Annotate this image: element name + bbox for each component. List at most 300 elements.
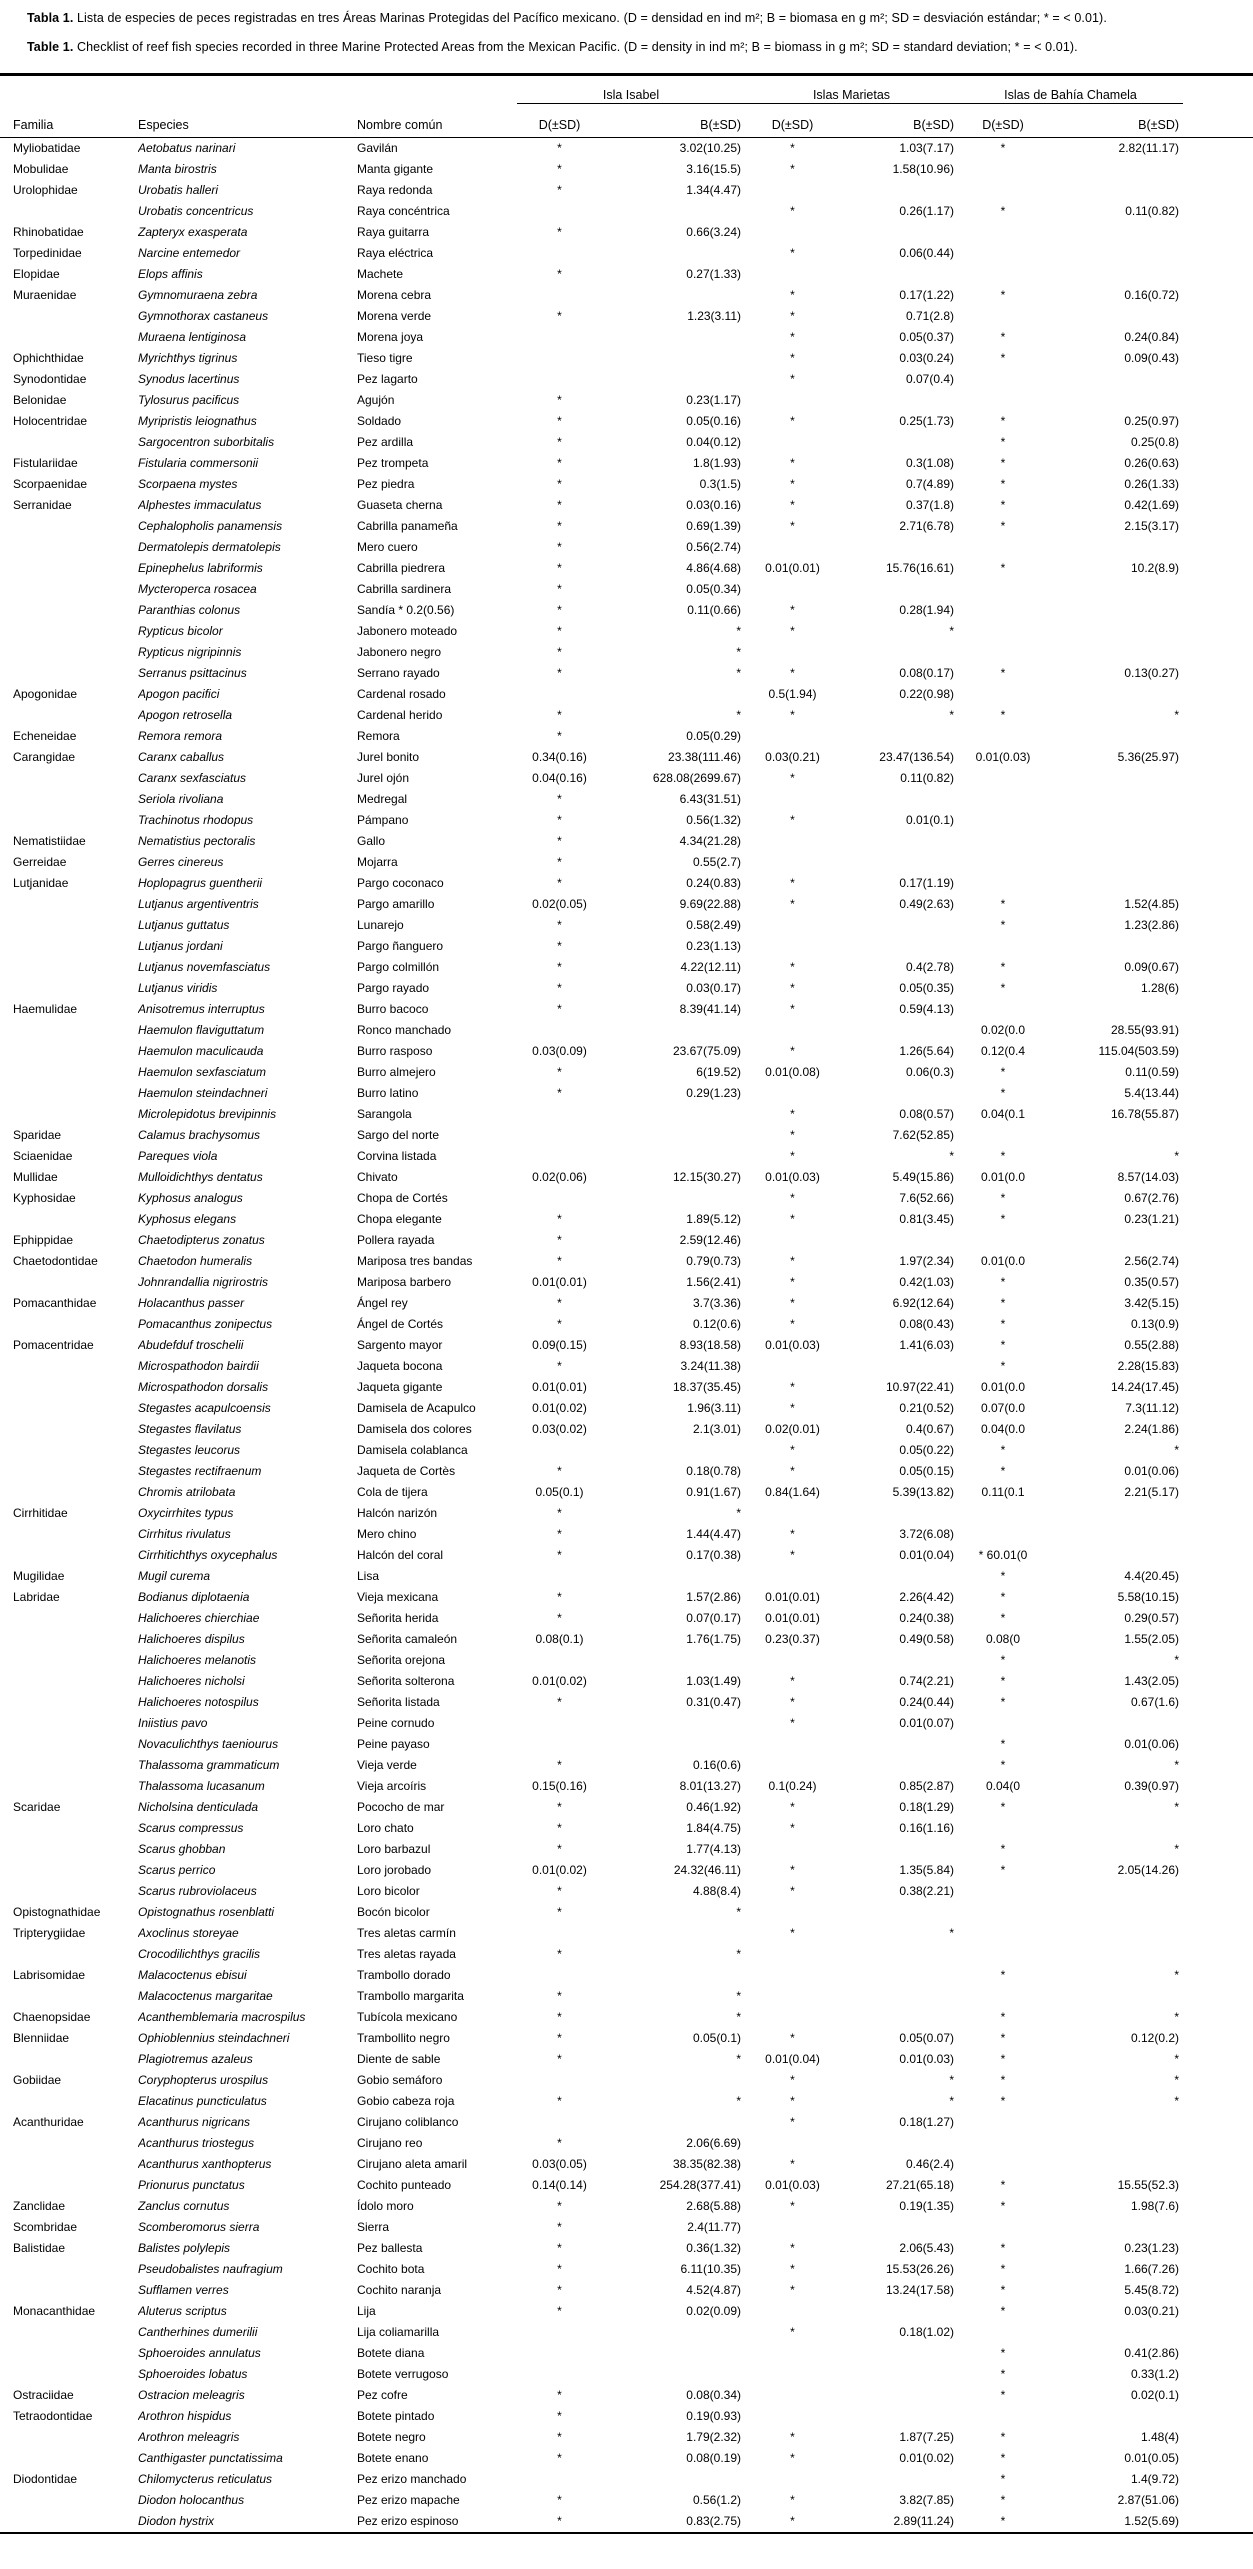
table-row <box>0 2091 1253 2112</box>
especies-cell: Synodus lacertinus <box>138 371 240 386</box>
density-cell-marietas: * <box>790 1547 795 1562</box>
common-name-cell: Pez cofre <box>357 2387 408 2402</box>
familia-cell: Nematistiidae <box>13 833 86 848</box>
common-name-cell: Mariposa barbero <box>357 1274 452 1289</box>
biomass-cell-isabel: 3.16(15.5) <box>686 161 741 176</box>
table-row <box>0 369 1253 390</box>
density-cell-isabel: * <box>557 2429 562 2444</box>
especies-cell: Apogon pacifici <box>138 686 220 701</box>
familia-cell: Mobulidae <box>13 161 69 176</box>
common-name-cell: Cardenal rosado <box>357 686 446 701</box>
biomass-cell-isabel <box>602 1713 745 1734</box>
table-row <box>0 2175 1253 2196</box>
density-cell-marietas: * <box>790 2240 795 2255</box>
biomass-cell-isabel <box>602 2322 745 2343</box>
column-header-density-isabel: D(±SD) <box>517 103 602 137</box>
density-cell-marietas: * <box>790 2513 795 2528</box>
table-row <box>0 264 1253 285</box>
region-header-filler <box>1183 74 1253 103</box>
biomass-cell-marietas <box>840 390 958 411</box>
density-cell-isabel <box>517 1104 602 1125</box>
especies-cell: Urobatis halleri <box>138 182 219 197</box>
spacer-cell <box>1183 1146 1253 1167</box>
biomass-cell-marietas <box>840 852 958 873</box>
table-row <box>0 348 1253 369</box>
biomass-cell-chamela <box>1048 1818 1183 1839</box>
familia-cell <box>0 2133 138 2154</box>
biomass-cell-marietas: 0.05(0.35) <box>899 980 955 995</box>
spacer-cell <box>1183 1230 1253 1251</box>
density-cell-chamela <box>958 1923 1048 1944</box>
spacer-cell <box>1183 1335 1253 1356</box>
biomass-cell-marietas: 0.05(0.15) <box>899 1463 955 1478</box>
spacer-cell <box>1183 789 1253 810</box>
especies-cell: Caranx sexfasciatus <box>138 770 247 785</box>
familia-cell <box>0 516 138 537</box>
density-cell-marietas: * <box>790 1694 795 1709</box>
density-cell-chamela <box>958 2406 1048 2427</box>
familia-cell <box>0 789 138 810</box>
biomass-cell-isabel: 8.39(41.14) <box>679 1001 741 1016</box>
common-name-cell: Morena verde <box>357 308 432 323</box>
biomass-cell-marietas <box>840 2385 958 2406</box>
spacer-cell <box>1183 1314 1253 1335</box>
common-name-cell: Machete <box>357 266 404 281</box>
biomass-cell-chamela: 0.35(0.57) <box>1124 1274 1180 1289</box>
common-name-cell: Peine cornudo <box>357 1715 435 1730</box>
spacer-cell <box>1183 390 1253 411</box>
familia-cell <box>0 2175 138 2196</box>
common-name-cell: Botete diana <box>357 2345 425 2360</box>
biomass-cell-isabel: 24.32(46.11) <box>673 1862 741 1877</box>
density-cell-marietas: * <box>790 518 795 533</box>
density-cell-marietas <box>745 2406 840 2427</box>
density-cell-isabel: * <box>557 959 562 974</box>
biomass-cell-chamela <box>1048 684 1183 705</box>
especies-cell: Bodianus diplotaenia <box>138 1589 250 1604</box>
density-cell-marietas: * <box>790 1400 795 1415</box>
density-cell-marietas: * <box>790 2429 795 2444</box>
table-row <box>0 2301 1253 2322</box>
density-cell-isabel: 0.02(0.05) <box>532 896 587 911</box>
especies-cell: Stegastes rectifraenum <box>138 1463 262 1478</box>
density-cell-isabel: * <box>557 707 562 722</box>
density-cell-chamela: * <box>1000 2513 1006 2528</box>
spacer-cell <box>1183 684 1253 705</box>
spacer-cell <box>1183 1650 1253 1671</box>
familia-cell <box>0 2511 138 2533</box>
table-row <box>0 894 1253 915</box>
biomass-cell-chamela: 7.3(11.12) <box>1125 1400 1180 1415</box>
familia-cell <box>0 936 138 957</box>
density-cell-isabel <box>517 1566 602 1587</box>
table-row <box>0 1650 1253 1671</box>
familia-cell: Pomacanthidae <box>13 1295 97 1310</box>
density-cell-chamela: * 60.01(0 <box>978 1547 1028 1562</box>
density-cell-chamela <box>958 1713 1048 1734</box>
density-cell-marietas: * <box>790 413 795 428</box>
biomass-cell-isabel: 1.76(1.75) <box>686 1631 741 1646</box>
biomass-cell-isabel: 0.05(0.29) <box>686 728 741 743</box>
density-cell-marietas <box>745 2301 840 2322</box>
density-cell-isabel: * <box>557 1232 562 1247</box>
density-cell-chamela: * <box>1000 2261 1006 2276</box>
density-cell-chamela: * <box>1000 2450 1006 2465</box>
spacer-cell <box>1183 600 1253 621</box>
density-cell-marietas: * <box>790 1820 795 1835</box>
especies-cell: Kyphosus analogus <box>138 1190 243 1205</box>
especies-cell: Cephalopholis panamensis <box>138 518 283 533</box>
density-cell-chamela: * <box>1000 455 1006 470</box>
especies-cell: Rypticus nigripinnis <box>138 644 242 659</box>
density-cell-chamela: * <box>1000 2030 1006 2045</box>
density-cell-isabel: 0.03(0.09) <box>532 1043 587 1058</box>
biomass-cell-marietas: 5.49(15.86) <box>892 1169 955 1184</box>
especies-cell: Caranx caballus <box>138 749 225 764</box>
familia-cell: Pomacentridae <box>13 1337 94 1352</box>
biomass-cell-isabel: 0.12(0.6) <box>692 1316 741 1331</box>
familia-cell <box>0 1419 138 1440</box>
biomass-cell-marietas <box>840 432 958 453</box>
spacer-cell <box>1183 1566 1253 1587</box>
familia-cell: Lutjanidae <box>13 875 69 890</box>
biomass-cell-isabel: 1.57(2.86) <box>686 1589 741 1604</box>
density-cell-marietas <box>745 1566 840 1587</box>
density-cell-chamela: * <box>1000 2009 1006 2024</box>
table-row <box>0 1629 1253 1650</box>
familia-cell: Sciaenidae <box>13 1148 73 1163</box>
common-name-cell: Loro chato <box>357 1820 414 1835</box>
table-row <box>0 1524 1253 1545</box>
density-cell-marietas: 0.5(1.94) <box>768 686 817 701</box>
table-row <box>0 327 1253 348</box>
common-name-cell: Chivato <box>357 1169 398 1184</box>
table-row <box>0 243 1253 264</box>
density-cell-isabel <box>517 2469 602 2490</box>
biomass-cell-chamela <box>1048 831 1183 852</box>
biomass-cell-chamela: 28.55(93.91) <box>1110 1022 1180 1037</box>
density-cell-marietas <box>745 2343 840 2364</box>
biomass-cell-chamela: 0.01(0.05) <box>1124 2450 1180 2465</box>
spacer-cell <box>1183 306 1253 327</box>
spacer-cell <box>1183 1020 1253 1041</box>
familia-cell <box>0 2490 138 2511</box>
density-cell-chamela: * <box>1000 2429 1006 2444</box>
spacer-cell <box>1183 873 1253 894</box>
density-cell-chamela: * <box>1000 413 1006 428</box>
biomass-cell-marietas: 2.26(4.42) <box>899 1589 955 1604</box>
density-cell-marietas: 0.01(0.03) <box>765 1169 820 1184</box>
common-name-cell: Pargo colmillón <box>357 959 440 974</box>
biomass-cell-marietas: 0.46(2.4) <box>905 2156 955 2171</box>
density-cell-chamela <box>958 726 1048 747</box>
region-header-islas-marietas: Islas Marietas <box>745 74 958 103</box>
table-row <box>0 558 1253 579</box>
common-name-cell: Mero cuero <box>357 539 418 554</box>
common-name-cell: Raya redonda <box>357 182 433 197</box>
table-row <box>0 915 1253 936</box>
density-cell-isabel: * <box>557 602 562 617</box>
especies-cell: Chilomycterus reticulatus <box>138 2471 273 2486</box>
biomass-cell-isabel: 1.84(4.75) <box>686 1820 741 1835</box>
common-name-cell: Jaqueta de Cortès <box>357 1463 456 1478</box>
spacer-cell <box>1183 1923 1253 1944</box>
table-row <box>0 1566 1253 1587</box>
column-header-biomass-chamela: B(±SD) <box>1048 103 1183 137</box>
column-header-density-chamela: D(±SD) <box>958 103 1048 137</box>
biomass-cell-isabel: 1.23(3.11) <box>687 308 741 323</box>
density-cell-isabel: * <box>557 2450 562 2465</box>
biomass-cell-marietas <box>840 2343 958 2364</box>
spacer-cell <box>1183 2259 1253 2280</box>
density-cell-chamela: 0.01(0.0 <box>980 1169 1026 1184</box>
biomass-cell-marietas: 27.21(65.18) <box>885 2177 955 2192</box>
region-header-spacer <box>0 74 517 103</box>
table-row <box>0 1419 1253 1440</box>
biomass-cell-chamela: 2.56(2.74) <box>1124 1253 1180 1268</box>
density-cell-marietas <box>745 180 840 201</box>
biomass-cell-chamela: * <box>1174 2093 1180 2108</box>
density-cell-chamela: * <box>1000 1610 1006 1625</box>
common-name-cell: Cochito punteado <box>357 2177 452 2192</box>
especies-cell: Scarus perrico <box>138 1862 216 1877</box>
spacer-cell <box>1183 1398 1253 1419</box>
density-cell-chamela <box>958 2112 1048 2133</box>
common-name-cell: Agujón <box>357 392 395 407</box>
density-cell-marietas <box>745 390 840 411</box>
especies-cell: Holacanthus passer <box>138 1295 245 1310</box>
density-cell-isabel: * <box>557 2198 562 2213</box>
table-row <box>0 285 1253 306</box>
biomass-cell-marietas: 6.92(12.64) <box>892 1295 955 1310</box>
especies-cell: Sphoeroides annulatus <box>138 2345 261 2360</box>
spacer-cell <box>1183 663 1253 684</box>
especies-cell: Stegastes acapulcoensis <box>138 1400 271 1415</box>
especies-cell: Lutjanus argentiventris <box>138 896 259 911</box>
biomass-cell-marietas <box>840 1755 958 1776</box>
table-row <box>0 1797 1253 1818</box>
familia-cell <box>0 1671 138 1692</box>
biomass-cell-isabel: 0.03(0.17) <box>686 980 741 995</box>
spacer-cell <box>1183 978 1253 999</box>
table-row <box>0 1335 1253 1356</box>
biomass-cell-chamela: * <box>1174 1799 1180 1814</box>
spacer-cell <box>1183 2091 1253 2112</box>
biomass-cell-marietas: * <box>949 1925 955 1940</box>
table-row <box>0 159 1253 180</box>
especies-cell: Malacoctenus ebisui <box>138 1967 247 1982</box>
biomass-cell-marietas <box>840 2217 958 2238</box>
biomass-cell-chamela: 14.24(17.45) <box>1110 1379 1180 1394</box>
density-cell-marietas: 0.01(0.03) <box>765 2177 820 2192</box>
biomass-cell-chamela: 0.29(0.57) <box>1124 1610 1180 1625</box>
biomass-cell-chamela: 0.26(1.33) <box>1124 476 1180 491</box>
especies-cell: Ostracion meleagris <box>138 2387 245 2402</box>
density-cell-isabel: * <box>557 2387 562 2402</box>
biomass-cell-isabel <box>602 1650 745 1671</box>
spacer-cell <box>1183 894 1253 915</box>
density-cell-chamela: * <box>1000 665 1006 680</box>
density-cell-isabel <box>517 1188 602 1209</box>
familia-cell: Haemulidae <box>13 1001 78 1016</box>
biomass-cell-chamela: 3.42(5.15) <box>1124 1295 1180 1310</box>
biomass-cell-isabel: * <box>736 1988 741 2003</box>
density-cell-chamela: * <box>1000 1967 1006 1982</box>
density-cell-isabel: * <box>557 1463 562 1478</box>
biomass-cell-chamela <box>1048 852 1183 873</box>
familia-cell <box>0 1986 138 2007</box>
biomass-cell-chamela: 1.23(2.86) <box>1124 917 1180 932</box>
biomass-cell-marietas: 1.41(6.03) <box>899 1337 955 1352</box>
density-cell-marietas <box>745 2133 840 2154</box>
common-name-cell: Pez erizo mapache <box>357 2492 460 2507</box>
familia-cell: Balistidae <box>13 2240 66 2255</box>
common-name-cell: Tres aletas rayada <box>357 1946 456 1961</box>
biomass-cell-marietas: 5.39(13.82) <box>892 1484 955 1499</box>
spacer-cell <box>1183 2217 1253 2238</box>
common-name-cell: Tieso tigre <box>357 350 413 365</box>
spacer-cell <box>1183 1083 1253 1104</box>
biomass-cell-isabel: 1.44(4.47) <box>686 1526 741 1541</box>
density-cell-marietas <box>745 1965 840 1986</box>
density-cell-chamela: * <box>1000 560 1006 575</box>
density-cell-chamela: * <box>1000 959 1006 974</box>
density-cell-isabel: * <box>557 2282 562 2297</box>
density-cell-chamela: 0.01(0.0 <box>980 1379 1026 1394</box>
common-name-cell: Gavilán <box>357 140 398 155</box>
especies-cell: Iniistius pavo <box>138 1715 208 1730</box>
familia-cell <box>0 1734 138 1755</box>
biomass-cell-isabel: 0.66(3.24) <box>686 224 741 239</box>
spacer-cell <box>1183 453 1253 474</box>
density-cell-marietas <box>745 1503 840 1524</box>
especies-cell: Haemulon flaviguttatum <box>138 1022 265 1037</box>
biomass-cell-chamela: 2.05(14.26) <box>1117 1862 1180 1877</box>
density-cell-chamela <box>958 999 1048 1020</box>
density-cell-chamela: * <box>1000 203 1006 218</box>
especies-cell: Lutjanus guttatus <box>138 917 230 932</box>
table-row <box>0 768 1253 789</box>
biomass-cell-marietas <box>840 789 958 810</box>
spacer-cell <box>1183 243 1253 264</box>
table-row <box>0 537 1253 558</box>
biomass-cell-marietas: 0.18(1.27) <box>899 2114 955 2129</box>
familia-cell: Scombridae <box>13 2219 78 2234</box>
biomass-cell-isabel: 1.56(2.41) <box>686 1274 741 1289</box>
biomass-cell-chamela: 0.67(1.6) <box>1130 1694 1180 1709</box>
density-cell-isabel: * <box>557 623 562 638</box>
table-row <box>0 579 1253 600</box>
density-cell-marietas: * <box>790 350 795 365</box>
familia-cell <box>0 2154 138 2175</box>
density-cell-chamela <box>958 306 1048 327</box>
spacer-cell <box>1183 2112 1253 2133</box>
common-name-cell: Manta gigante <box>357 161 434 176</box>
especies-cell: Pomacanthus zonipectus <box>138 1316 273 1331</box>
biomass-cell-isabel: * <box>736 2093 741 2108</box>
common-name-cell: Jurel ojón <box>357 770 410 785</box>
biomass-cell-chamela: 0.67(2.76) <box>1124 1190 1180 1205</box>
common-name-cell: Señorita listada <box>357 1694 440 1709</box>
biomass-cell-marietas: 3.72(6.08) <box>899 1526 955 1541</box>
familia-cell <box>0 201 138 222</box>
biomass-cell-isabel <box>602 1734 745 1755</box>
common-name-cell: Morena cebra <box>357 287 432 302</box>
biomass-cell-marietas <box>840 1566 958 1587</box>
density-cell-chamela: * <box>1000 1589 1006 1604</box>
column-header-row <box>0 103 1253 137</box>
density-cell-chamela: * <box>1000 497 1006 512</box>
spacer-cell <box>1183 558 1253 579</box>
especies-cell: Thalassoma lucasanum <box>138 1778 265 1793</box>
familia-cell: Labridae <box>13 1589 60 1604</box>
density-cell-marietas: * <box>790 707 795 722</box>
density-cell-isabel <box>517 201 602 222</box>
density-cell-marietas: 0.03(0.21) <box>765 749 820 764</box>
density-cell-chamela: * <box>1000 980 1006 995</box>
biomass-cell-chamela: 115.04(503.59) <box>1098 1043 1180 1058</box>
common-name-cell: Jabonero negro <box>357 644 442 659</box>
biomass-cell-isabel <box>602 201 745 222</box>
density-cell-isabel: * <box>557 1316 562 1331</box>
familia-cell: Rhinobatidae <box>13 224 84 239</box>
common-name-cell: Vieja arcoíris <box>357 1778 427 1793</box>
density-cell-marietas <box>745 915 840 936</box>
density-cell-marietas: 0.84(1.64) <box>765 1484 820 1499</box>
biomass-cell-marietas: 1.03(7.17) <box>899 140 955 155</box>
especies-cell: Seriola rivoliana <box>138 791 224 806</box>
column-header-nombre-comun: Nombre común <box>357 103 517 137</box>
density-cell-chamela <box>958 810 1048 831</box>
familia-cell: Chaenopsidae <box>13 2009 91 2024</box>
biomass-cell-marietas: 0.05(0.07) <box>899 2030 955 2045</box>
density-cell-chamela <box>958 2154 1048 2175</box>
density-cell-chamela: * <box>1000 2492 1006 2507</box>
biomass-cell-marietas: 3.82(7.85) <box>899 2492 955 2507</box>
familia-cell <box>0 1461 138 1482</box>
table-row <box>0 1377 1253 1398</box>
table-row <box>0 1503 1253 1524</box>
biomass-cell-chamela: * <box>1174 2051 1180 2066</box>
common-name-cell: Cabrilla piedrera <box>357 560 446 575</box>
density-cell-chamela <box>958 789 1048 810</box>
density-cell-chamela: * <box>1000 1673 1006 1688</box>
common-name-cell: Ángel rey <box>357 1295 408 1310</box>
column-header-density-marietas: D(±SD) <box>745 103 840 137</box>
biomass-cell-marietas: 0.28(1.94) <box>899 602 955 617</box>
spacer-cell <box>1183 999 1253 1020</box>
biomass-cell-isabel: 0.31(0.47) <box>686 1694 741 1709</box>
table-row <box>0 2385 1253 2406</box>
table-row <box>0 873 1253 894</box>
biomass-cell-marietas: 2.89(11.24) <box>893 2513 955 2528</box>
table-row <box>0 1440 1253 1461</box>
biomass-cell-chamela: 2.24(1.86) <box>1124 1421 1180 1436</box>
biomass-cell-isabel: 1.03(1.49) <box>686 1673 741 1688</box>
biomass-cell-chamela: * <box>1174 1841 1180 1856</box>
caption-english-label: Table 1. <box>27 40 74 55</box>
spacer-cell <box>1183 1839 1253 1860</box>
familia-cell <box>0 1272 138 1293</box>
especies-cell: Hoplopagrus guentherii <box>138 875 263 890</box>
density-cell-marietas: * <box>790 1001 795 1016</box>
density-cell-marietas: * <box>790 1127 795 1142</box>
biomass-cell-isabel: 6(19.52) <box>696 1064 741 1079</box>
table-row <box>0 2280 1253 2301</box>
density-cell-chamela: * <box>1000 2240 1006 2255</box>
spacer-cell <box>1183 1440 1253 1461</box>
especies-cell: Halichoeres dispilus <box>138 1631 245 1646</box>
